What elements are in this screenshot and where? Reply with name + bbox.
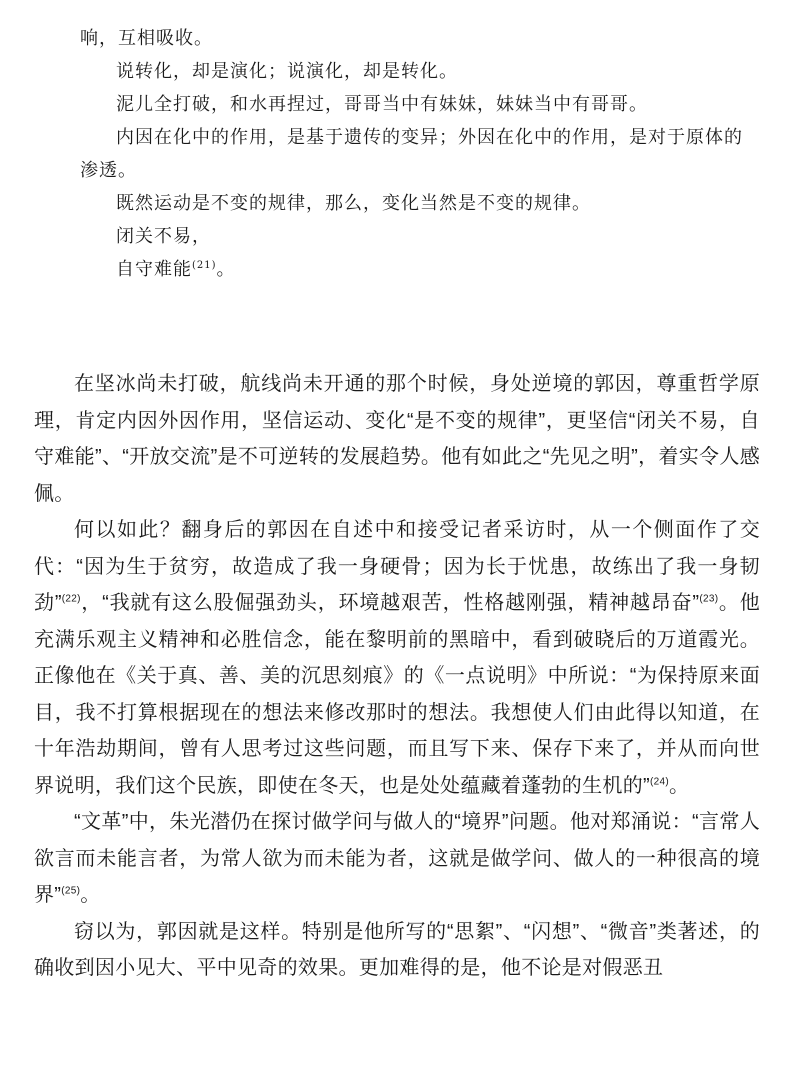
paragraph-text: “文革”中，朱光潜仍在探讨做学问与做人的“境界”问题。他对郑涌说：“言常人欲言而未能言者，为常人欲为而未能为者，这就是做学问、做人的一种很高的境界” xyxy=(34,811,760,906)
quoted-poem-block xyxy=(80,22,760,286)
paragraph-text: 。他充满乐观主义精神和必胜信念，能在黎明前的黑暗中，看到破晓后的万道霞光。正像他在《关于真、善、美的沉思刻痕》的《一点说明》中所说：“为保持原来面目，我不打算根据现在的想法来修改那时的想法。我想使人们由此得以知道，在十年浩劫期间，曾有人思考过这些问题，而且写下来、保存下来了，并从而向世界说明，我们这个民族，即使在冬天，也是处处蕴藏着蓬勃的生机的” xyxy=(34,592,760,797)
quote-line xyxy=(80,253,760,286)
quote-line: 内因在化中的作用，是基于遗传的变异；外因在化中的作用，是对于原体的渗透。 xyxy=(80,127,743,181)
footnote-ref: (24) xyxy=(649,775,669,787)
paragraph xyxy=(34,512,760,804)
footnote-ref: (22) xyxy=(61,593,81,605)
paragraph xyxy=(34,914,760,987)
paragraph xyxy=(34,804,760,914)
paragraph-text: 在坚冰尚未打破，航线尚未开通的那个时候，身处逆境的郭因，尊重哲学原理，肯定内因外因作用，坚信运动、变化“是不变的规律”，更坚信“闭关不易，自守难能”、“开放交流”是不可逆转的发展趋势。他有如此之“先见之明”，着实令人感佩。 xyxy=(34,373,760,505)
paragraph-text: 窃以为，郭因就是这样。特别是他所写的“思絮”、“闪想”、“微音”类著述，的确收到因小见大、平中见奇的效果。更加难得的是，他不论是对假恶丑 xyxy=(34,920,760,979)
body-text xyxy=(34,366,760,987)
footnote-ref: (25) xyxy=(61,885,81,897)
quote-text: 自守难能 xyxy=(116,259,192,280)
paragraph-text: 何以如此？翻身后的郭因在自述中和接受记者采访时，从一个侧面作了交代：“因为生于贫穷，故造成了我一身硬骨；因为长于忧患，故练出了我一身韧劲” xyxy=(34,519,760,614)
quote-line: 既然运动是不变的规律，那么，变化当然是不变的规律。 xyxy=(116,193,591,214)
quote-line: 闭关不易， xyxy=(116,226,211,247)
quote-line: 响，互相吸收。 xyxy=(80,28,213,49)
paragraph xyxy=(34,366,760,512)
paragraph-text: 。 xyxy=(80,884,101,906)
quote-text: 。 xyxy=(216,259,236,280)
quote-line: 泥儿全打破，和水再捏过，哥哥当中有妹妹，妹妹当中有哥哥。 xyxy=(116,94,648,115)
footnote-ref: (21) xyxy=(192,260,217,271)
quote-line: 说转化，却是演化；说演化，却是转化。 xyxy=(116,61,458,82)
footnote-ref: (23) xyxy=(699,593,719,605)
paragraph-text: ，“我就有这么股倔强劲头，环境越艰苦，性格越刚强，精神越昂奋” xyxy=(80,592,700,614)
paragraph-text: 。 xyxy=(668,774,690,797)
